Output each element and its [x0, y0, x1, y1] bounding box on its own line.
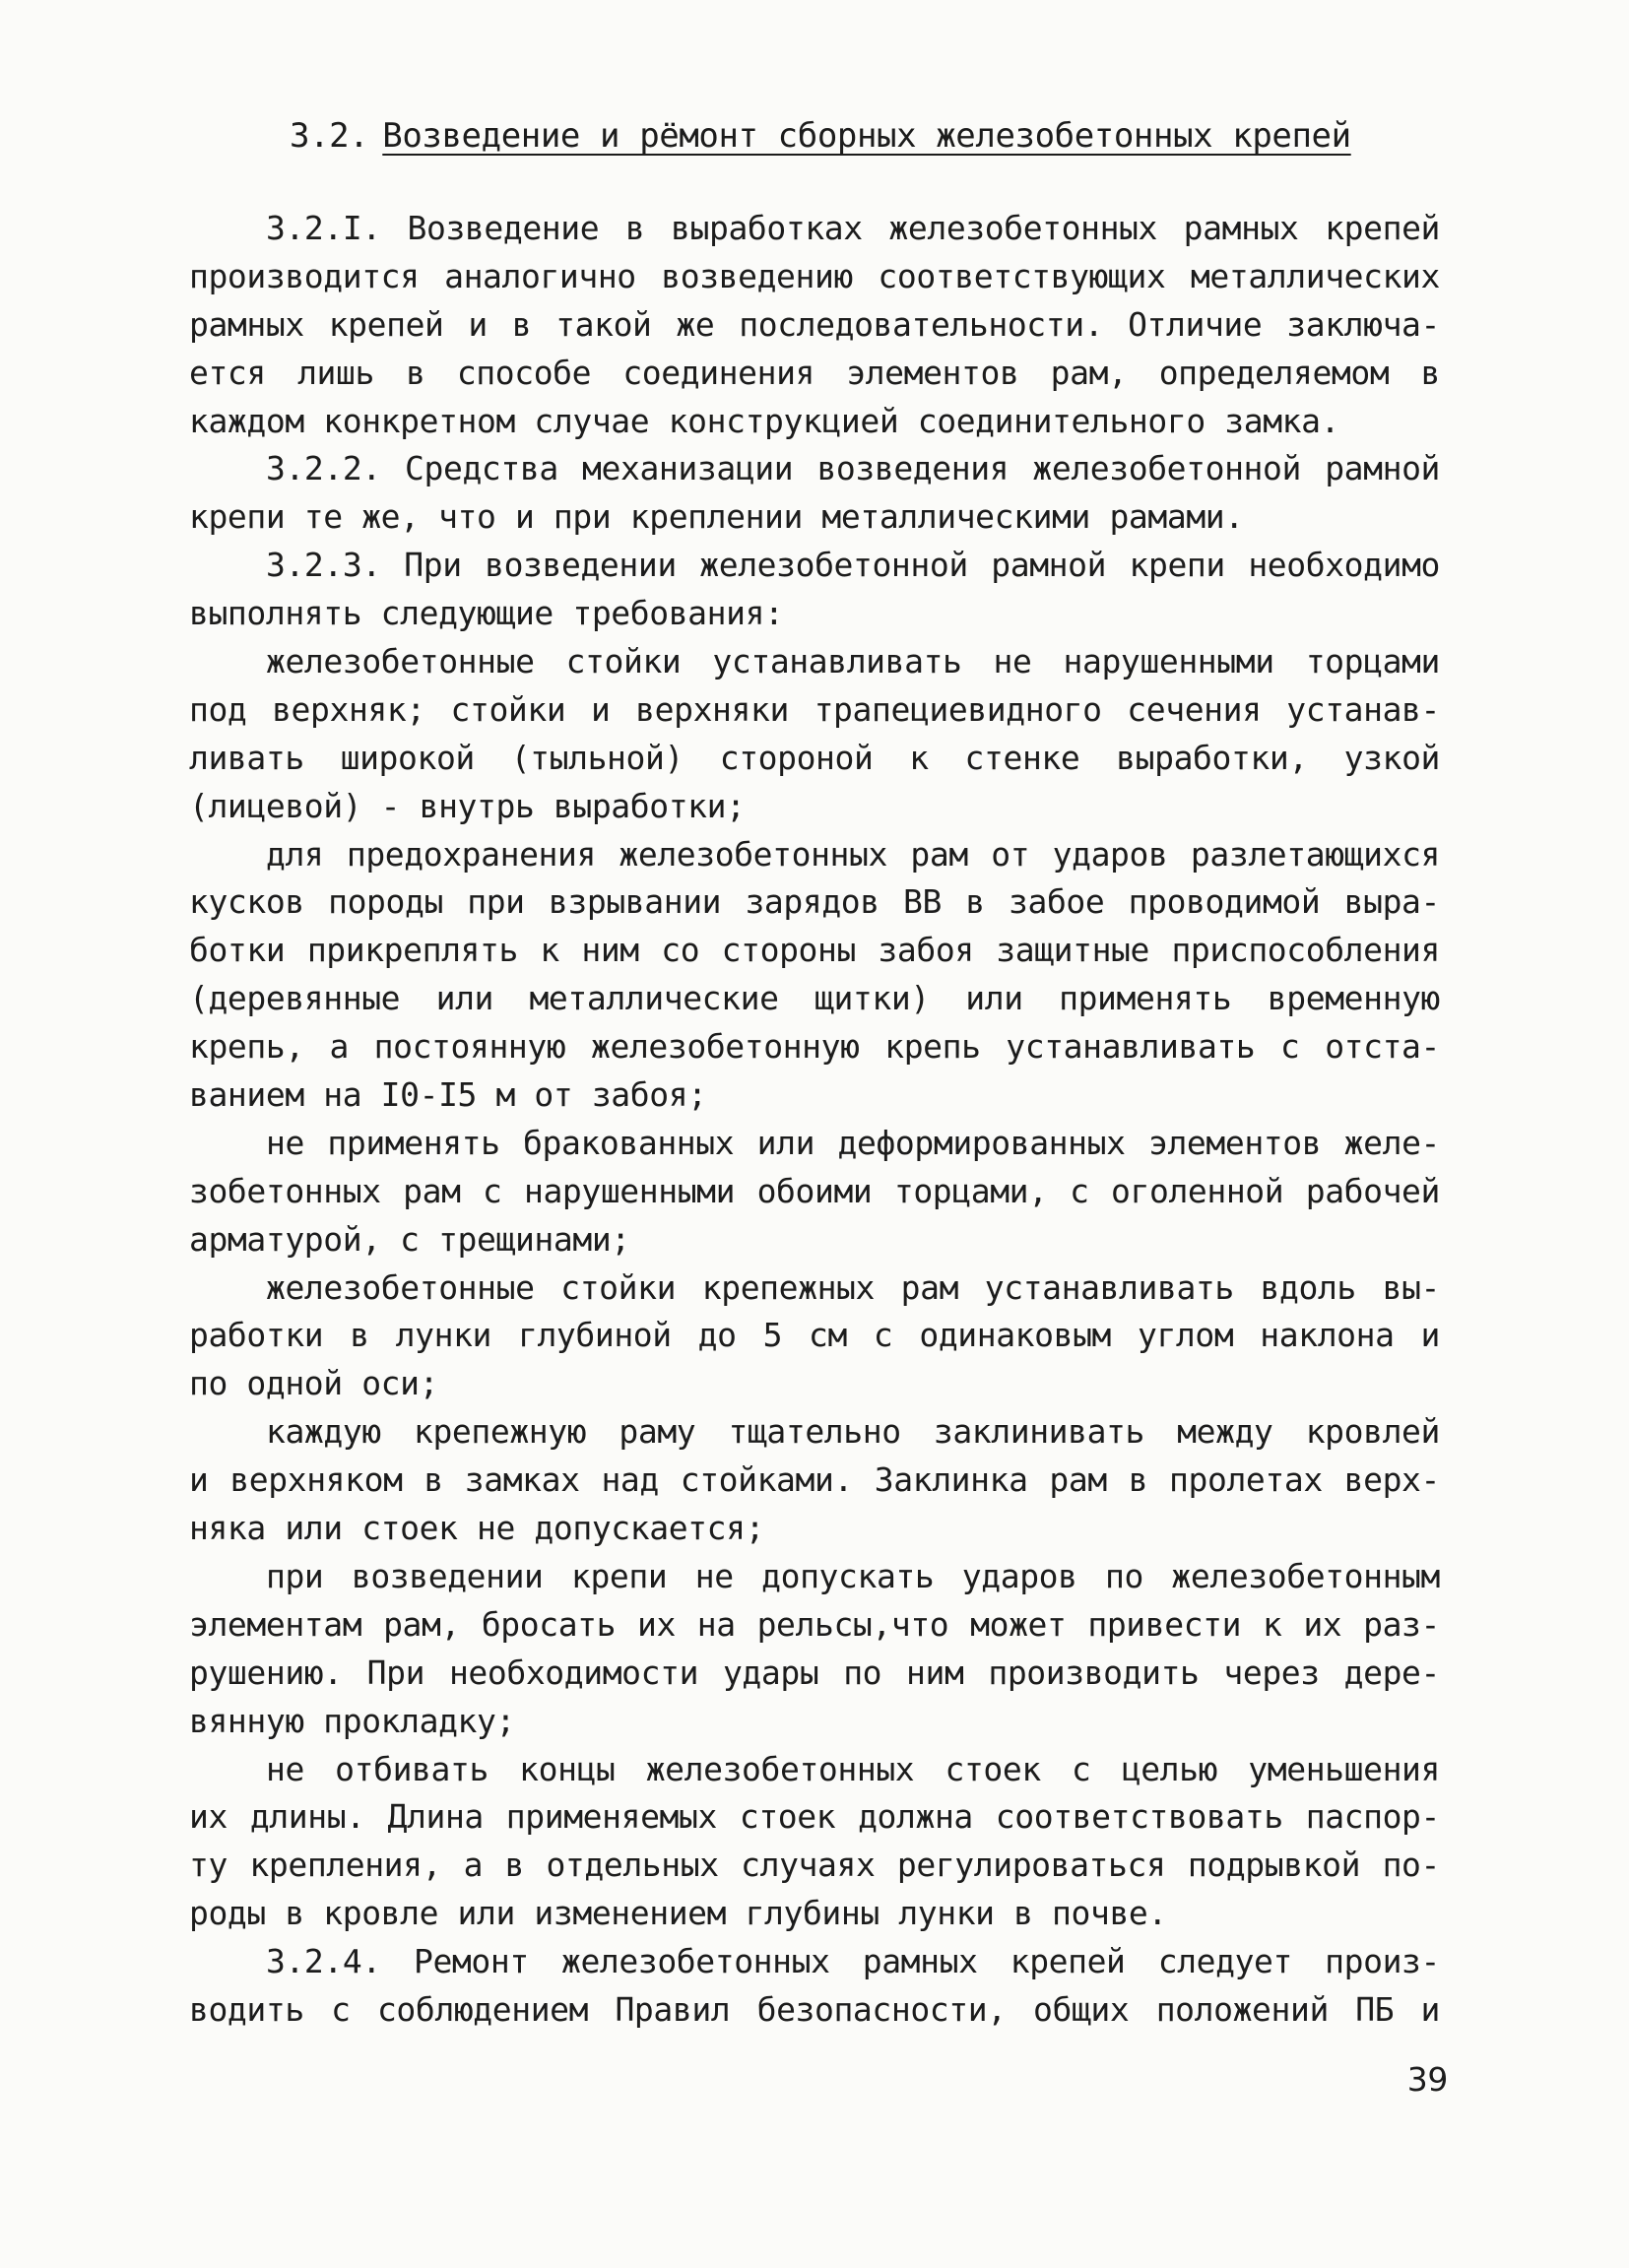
text-line: железобетонные стойки устанавливать не нарушенными торцами [266, 642, 1440, 681]
text-line: (лицевой) - внутрь выработки; [189, 786, 746, 825]
text-line: 3.2.3. При возведении железобетонной рамной крепи необходимо [266, 546, 1440, 585]
text-line: ливать широкой (тыльной) стороной к стенке выработки, узкой [189, 738, 1440, 777]
text-line: вянную прокладку; [189, 1701, 515, 1740]
text-line: ванием на I0-I5 м от забоя; [189, 1075, 707, 1115]
text-line: не применять бракованных или деформированных элементов желе- [266, 1123, 1440, 1162]
text-line: каждом конкретном случае конструкцией соединительного замка. [189, 401, 1340, 440]
section-heading [290, 110, 1373, 162]
section-number: 3.2. [290, 116, 369, 156]
text-line: няка или стоек не допускается; [189, 1509, 765, 1548]
text-line: крепи те же, что и при креплении металлическими рамами. [189, 497, 1244, 537]
section-title: Возведение и рёмонт сборных железобетонных крепей [382, 116, 1351, 156]
text-line: ботки прикреплять к ним со стороны забоя защитные приспособления [189, 931, 1440, 970]
text-line: при возведении крепи не допускать ударов по железобетонным [266, 1556, 1440, 1595]
body-text [189, 205, 1440, 2035]
text-line: роды в кровле или изменением глубины лунки в почве. [189, 1894, 1167, 1933]
text-line: под верхняк; стойки и верхняки трапециевидного сечения устанав- [189, 689, 1440, 729]
text-line: рушению. При необходимости удары по ним производить через дере- [189, 1652, 1440, 1692]
text-line: рамных крепей и в такой же последовательности. Отличие заключа- [189, 304, 1440, 344]
text-line: каждую крепежную раму тщательно заклинивать между кровлей [266, 1412, 1440, 1452]
text-line: выполнять следующие требования: [189, 594, 784, 633]
text-line: не отбивать концы железобетонных стоек с целью уменьшения [266, 1749, 1440, 1788]
text-line: зобетонных рам с нарушенными обоими торцами, с оголенной рабочей [189, 1171, 1440, 1210]
page-number: 39 [1406, 2060, 1448, 2099]
text-line: кусков породы при взрывании зарядов ВВ в забое проводимой выра- [189, 882, 1440, 922]
text-line: арматурой, с трещинами; [189, 1219, 630, 1259]
text-line: железобетонные стойки крепежных рам устанавливать вдоль вы- [266, 1267, 1440, 1307]
text-line: водить с соблюдением Правил безопасности, общих положений ПБ и [189, 1989, 1440, 2029]
text-line: и верхняком в замках над стойками. Заклинка рам в пролетах верх- [189, 1460, 1440, 1500]
text-line: 3.2.4. Ремонт железобетонных рамных крепей следует произ- [266, 1942, 1440, 1981]
text-line: крепь, а постоянную железобетонную крепь устанавливать с отста- [189, 1027, 1440, 1067]
text-line: для предохранения железобетонных рам от ударов разлетающихся [266, 834, 1440, 874]
text-line: по одной оси; [189, 1364, 439, 1403]
text-line: производится аналогично возведению соответствующих металлических [189, 256, 1440, 295]
text-line: (деревянные или металлические щитки) или применять временную [189, 979, 1440, 1018]
text-line: 3.2.I. Возведение в выработках железобетонных рамных крепей [266, 209, 1440, 247]
text-line: их длины. Длина применяемых стоек должна соответствовать паспор- [189, 1797, 1440, 1837]
text-line: ется лишь в способе соединения элементов рам, определяемом в [189, 353, 1440, 392]
text-line: ту крепления, а в отдельных случаях регулироваться подрывкой по- [189, 1846, 1440, 1885]
text-line: работки в лунки глубиной до 5 см с одинаковым углом наклона и [189, 1316, 1440, 1355]
text-line: 3.2.2. Средства механизации возведения железобетонной рамной [266, 449, 1440, 488]
text-line: элементам рам, бросать их на рельсы,что может привести к их раз- [189, 1604, 1440, 1644]
